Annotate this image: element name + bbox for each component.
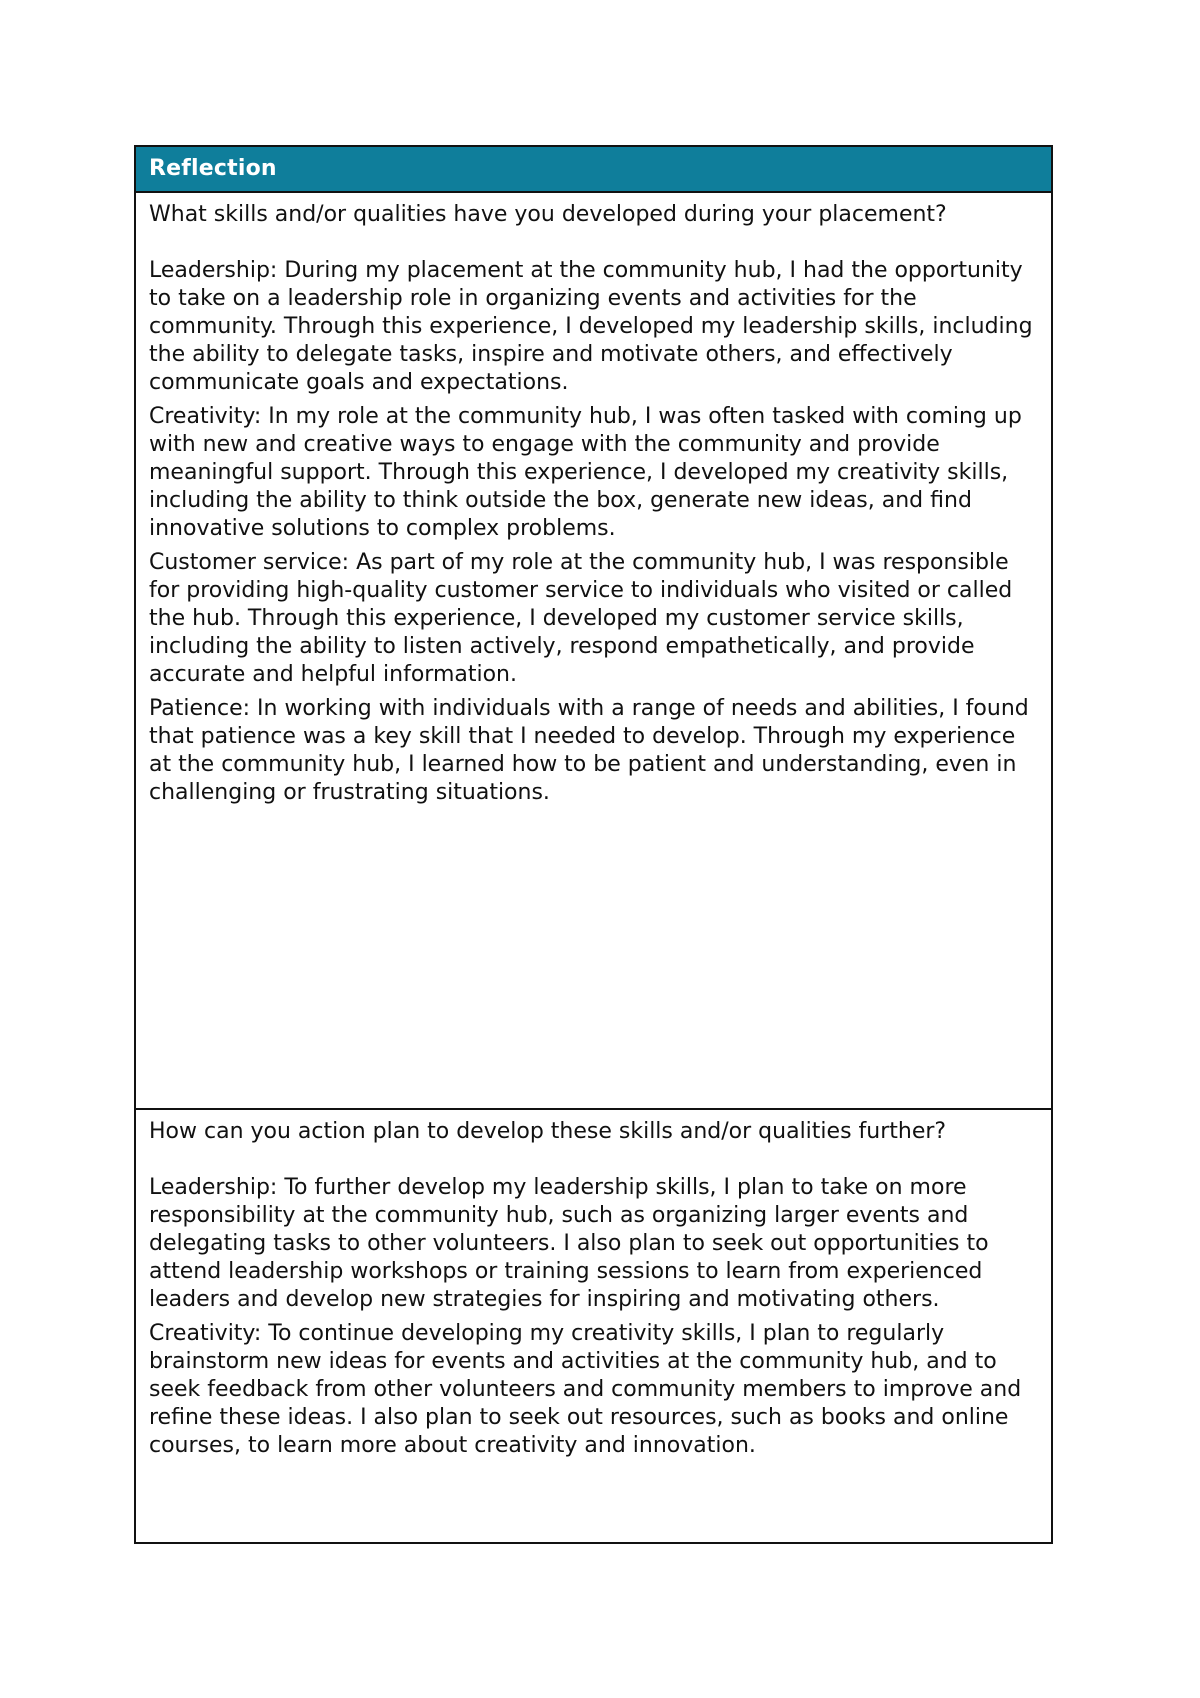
reflection-table xyxy=(134,145,1053,1544)
action-plan-cell xyxy=(136,1110,1051,1542)
creativity-plan-paragraph: Creativity: To continue developing my creativity skills, I plan to regularly brainstorm new ideas for events and activities at the community hub, and to seek feedback from other volunteers and community members to improve and refine these ideas. I also plan to seek out resources, such as books and online courses, to learn more about creativity and innovation. xyxy=(149,1321,1022,1458)
table-header xyxy=(136,147,1051,193)
patience-paragraph: Patience: In working with individuals with a range of needs and abilities, I found that patience was a key skill that I needed to develop. Through my experience at the community hub, I learned how to be patient and understanding, even in challenging or frustrating situations. xyxy=(149,696,1029,805)
skills-question: What skills and/or qualities have you developed during your placement? xyxy=(149,202,947,227)
leadership-paragraph: Leadership: During my placement at the community hub, I had the opportunity to take on a leadership role in organizing events and activities for the community. Through this experience, I developed my leadership skills, including the ability to delegate tasks, inspire and motivate others, and effectively communicate goals and expectations. xyxy=(149,258,1033,395)
creativity-paragraph: Creativity: In my role at the community hub, I was often tasked with coming up with new and creative ways to engage with the community and provide meaningful support. Through this experience, I developed my creativity skills, including the ability to think outside the box, generate new ideas, and find innovative solutions to complex problems. xyxy=(149,404,1022,541)
action-plan-question: How can you action plan to develop these skills and/or qualities further? xyxy=(149,1119,947,1144)
header-title: Reflection xyxy=(149,156,277,181)
leadership-plan-paragraph: Leadership: To further develop my leadership skills, I plan to take on more responsibility at the community hub, such as organizing larger events and delegating tasks to other volunteers. I also plan to seek out opportunities to attend leadership workshops or training sessions to learn from experienced leaders and develop new strategies for inspiring and motivating others. xyxy=(149,1175,989,1312)
customer-service-paragraph: Customer service: As part of my role at the community hub, I was responsible for providing high-quality customer service to individuals who visited or called the hub. Through this experience, I developed my customer service skills, including the ability to listen actively, respond empathetically, and provide accurate and helpful information. xyxy=(149,550,1013,687)
skills-developed-cell xyxy=(136,193,1051,1110)
